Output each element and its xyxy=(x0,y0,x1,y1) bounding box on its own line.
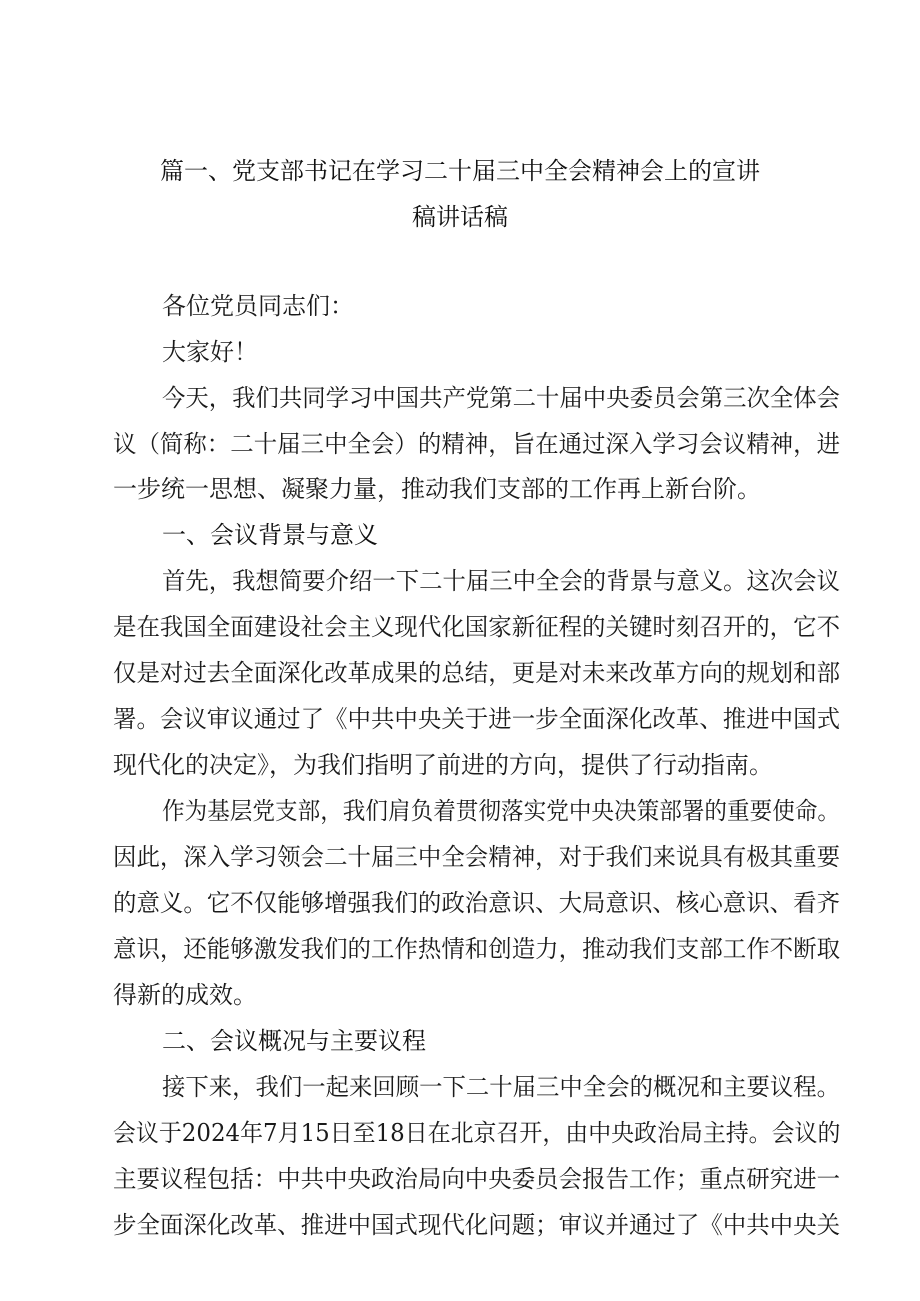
section-heading-2: 二、会议概况与主要议程 xyxy=(162,1027,426,1055)
salutation: 各位党员同志们： xyxy=(162,292,354,320)
body-line: 仅是对过去全面深化改革成果的总结，更是对未来改革方向的规划和部 xyxy=(113,659,841,687)
body-line: 步全面深化改革、推进中国式现代化问题；审议并通过了《中共中央关 xyxy=(113,1211,841,1239)
document-title-line-2: 稿讲话稿 xyxy=(412,203,508,231)
body-line: 一步统一思想、凝聚力量，推动我们支部的工作再上新台阶。 xyxy=(113,475,761,503)
body-line: 署。会议审议通过了《中共中央关于进一步全面深化改革、推进中国式 xyxy=(113,705,841,733)
document-title-line-1: 篇一、党支部书记在学习二十届三中全会精神会上的宣讲 xyxy=(160,157,760,185)
body-line: 首先，我想简要介绍一下二十届三中全会的背景与意义。这次会议 xyxy=(162,567,840,595)
body-line: 今天，我们共同学习中国共产党第二十届中央委员会第三次全体会 xyxy=(162,384,840,412)
body-line: 会议于2024年7月15日至18日在北京召开，由中央政治局主持。会议的 xyxy=(113,1119,841,1147)
body-line: 是在我国全面建设社会主义现代化国家新征程的关键时刻召开的，它不 xyxy=(113,613,841,641)
body-line: 主要议程包括：中共中央政治局向中央委员会报告工作；重点研究进一 xyxy=(113,1165,841,1193)
body-line: 的意义。它不仅能够增强我们的政治意识、大局意识、核心意识、看齐 xyxy=(113,889,841,917)
body-line: 作为基层党支部，我们肩负着贯彻落实党中央决策部署的重要使命。 xyxy=(162,797,841,825)
body-line: 意识，还能够激发我们的工作热情和创造力，推动我们支部工作不断取 xyxy=(113,935,841,963)
greeting: 大家好！ xyxy=(162,338,258,366)
body-line: 得新的成效。 xyxy=(113,981,257,1009)
body-line: 议（简称：二十届三中全会）的精神，旨在通过深入学习会议精神，进 xyxy=(113,430,841,458)
body-line: 接下来，我们一起来回顾一下二十届三中全会的概况和主要议程。 xyxy=(162,1073,840,1101)
section-heading-1: 一、会议背景与意义 xyxy=(162,521,378,549)
body-line: 因此，深入学习领会二十届三中全会精神，对于我们来说具有极其重要 xyxy=(113,843,841,871)
body-line: 现代化的决定》，为我们指明了前进的方向，提供了行动指南。 xyxy=(113,751,773,779)
